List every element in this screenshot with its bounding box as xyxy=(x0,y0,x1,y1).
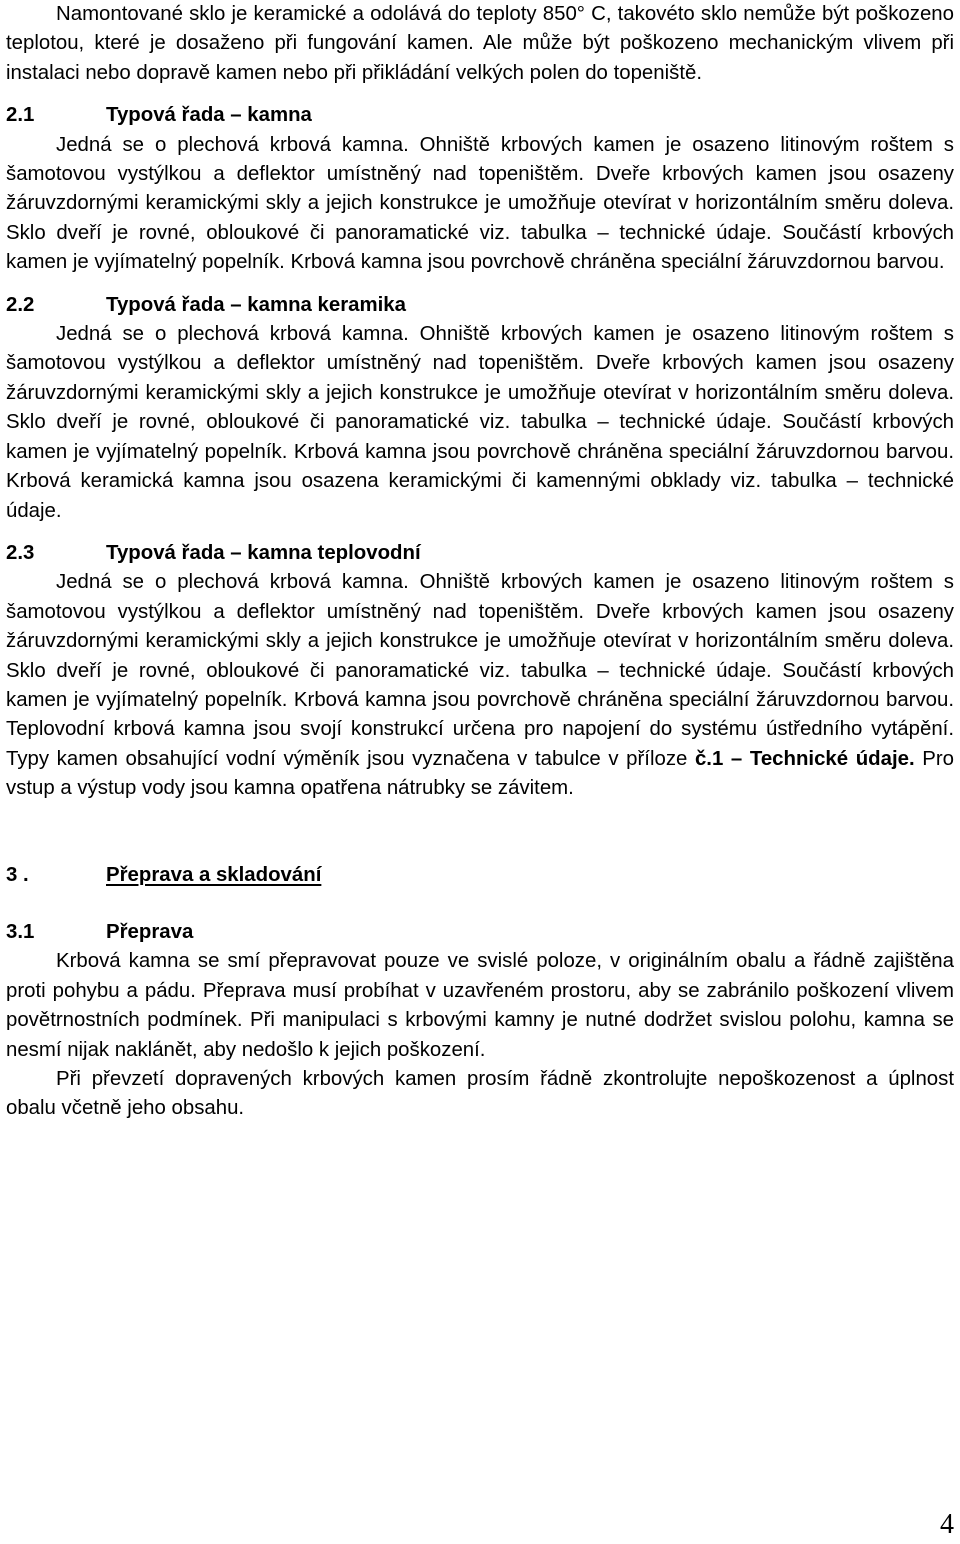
section-3-1-number: 3.1 xyxy=(6,920,35,943)
section-3-1 xyxy=(6,918,954,1124)
section-2-2 xyxy=(6,291,954,526)
section-3-title: Přeprava a skladování xyxy=(106,863,322,886)
annex-reference: č.1 – Technické údaje. xyxy=(694,747,915,770)
section-2-2-number: 2.2 xyxy=(6,293,35,316)
section-2-3-body-text: Jedná se o plechová krbová kamna. Ohniště krbových kamen je osazeno litinovým roštem s šamotovou vystýlkou a deflektor umístněný nad topeništěm. Dveře krbových kamen jsou osazeny žáruvzdornými keramickými skly a jejich konstrukce je umožňuje otevírat v horizontálním směru doleva. Sklo dveří je rovné, obloukové či panoramatické viz. tabulka – technické údaje. Součástí krbových kamen je vyjímatelný popelník. Krbová kamna jsou povrchově chráněna speciální žáruvzdornou barvou. Teplovodní krbová kamna jsou svojí konstrukcí určena pro napojení do systému ústředního vytápění. Typy kamen obsahující vodní výměník jsou vyznačena v tabulce v příloze xyxy=(6,571,954,770)
section-2-1-body: Jedná se o plechová krbová kamna. Ohniště krbových kamen je osazeno litinovým roštem s šamotovou vystýlkou a deflektor umístněný nad topeništěm. Dveře krbových kamen jsou osazeny žáruvzdornými keramickými skly a jejich konstrukce je umožňuje otevírat v horizontálním směru doleva. Sklo dveří je rovné, obloukové či panoramatické viz. tabulka – technické údaje. Součástí krbových kamen je vyjímatelný popelník. Krbová kamna jsou povrchově chráněna speciální žáruvzdornou barvou. xyxy=(6,133,954,274)
section-2-1-number: 2.1 xyxy=(6,104,35,127)
section-2-2-heading xyxy=(6,291,954,320)
section-2-3 xyxy=(6,539,954,804)
section-2-1 xyxy=(6,101,954,277)
section-3-1-paragraph-1: Krbová kamna se smí přepravovat pouze ve svislé poloze, v originálním obalu a řádně zajištěna proti pohybu a pádu. Přeprava musí probíhat v uzavřeném prostoru, aby se zabránilo poškození vlivem povětrnostních podmínek. Při manipulaci s krbovými kamny je nutné dodržet svislou polohu, kamna se nesmí nijak naklánět, aby nedošlo k jejich poškození. xyxy=(6,950,954,1061)
document-page xyxy=(6,0,954,1124)
section-2-3-number: 2.3 xyxy=(6,541,35,564)
page-number: 4 xyxy=(940,1509,954,1540)
section-2-1-heading xyxy=(6,101,954,130)
intro-paragraph: Namontované sklo je keramické a odolává do teploty 850° C, takovéto sklo nemůže být poškozeno teplotou, které je dosaženo při fungování kamen. Ale může být poškozeno mechanickým vlivem při instalaci nebo dopravě kamen nebo při přikládání velkých polen do topeniště. xyxy=(6,3,954,84)
section-3-1-title: Přeprava xyxy=(106,920,194,943)
section-3 xyxy=(6,861,954,890)
section-3-heading xyxy=(6,861,321,890)
section-2-3-body xyxy=(6,568,954,803)
section-2-3-heading xyxy=(6,539,954,568)
section-2-1-title: Typová řada – kamna xyxy=(106,104,312,127)
section-3-1-paragraph-2: Při převzetí dopravených krbových kamen prosím řádně zkontrolujte nepoškozenost a úplnost obalu včetně jeho obsahu. xyxy=(6,1068,954,1120)
section-2-3-body-end: Pro vstup a výstup vody jsou kamna opatřena nátrubky se závitem. xyxy=(6,747,954,800)
section-3-1-heading xyxy=(6,918,954,947)
section-3-number: 3 . xyxy=(6,863,29,886)
section-2-2-title: Typová řada – kamna keramika xyxy=(106,293,406,316)
section-2-2-body: Jedná se o plechová krbová kamna. Ohniště krbových kamen je osazeno litinovým roštem s šamotovou vystýlkou a deflektor umístněný nad topeništěm. Dveře krbových kamen jsou osazeny žáruvzdornými keramickými skly a jejich konstrukce je umožňuje otevírat v horizontálním směru doleva. Sklo dveří je rovné, obloukové či panoramatické viz. tabulka – technické údaje. Součástí krbových kamen je vyjímatelný popelník. Krbová kamna jsou povrchově chráněna speciální žáruvzdornou barvou. Krbová keramická kamna jsou osazena keramickými či kamennými obklady viz. tabulka – technické údaje. xyxy=(6,323,954,522)
section-2-3-title: Typová řada – kamna teplovodní xyxy=(106,541,421,564)
